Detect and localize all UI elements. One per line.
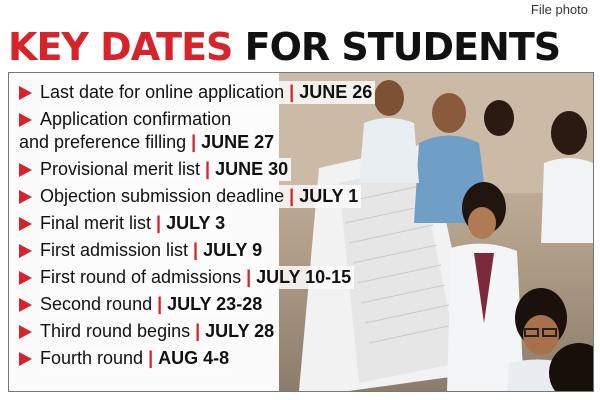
item-text: [40, 239, 265, 262]
item-label: Provisional merit list: [40, 159, 201, 179]
list-item: [19, 212, 375, 235]
item-label: Third round begins: [40, 321, 191, 341]
item-date: JULY 23-28: [167, 294, 263, 314]
headline-key-dates: KEY DATES: [8, 25, 233, 69]
separator: |: [289, 186, 295, 206]
list-item: [19, 266, 375, 289]
item-text: [40, 347, 232, 370]
key-dates-list: [19, 81, 375, 374]
arrow-icon: [19, 244, 32, 258]
item-date: JUNE 27: [201, 132, 275, 152]
list-item: [19, 108, 375, 154]
separator: |: [193, 240, 199, 260]
item-label: Last date for online application: [40, 82, 285, 102]
item-date: JUNE 30: [215, 159, 289, 179]
dates-panel: [8, 72, 594, 392]
item-text: [40, 185, 361, 208]
item-label: First round of admissions: [40, 267, 242, 287]
item-date: JULY 10-15: [256, 267, 352, 287]
separator: |: [157, 294, 163, 314]
item-label: Objection submission deadline: [40, 186, 285, 206]
item-date: AUG 4-8: [158, 348, 230, 368]
separator: |: [205, 159, 211, 179]
arrow-icon: [19, 298, 32, 312]
item-text: [40, 293, 265, 316]
list-item: [19, 347, 375, 370]
item-label: Fourth round: [40, 348, 144, 368]
item-date: JUNE 26: [299, 82, 373, 102]
file-photo-credit: File photo: [530, 2, 588, 17]
item-label: First admission list: [40, 240, 189, 260]
separator: |: [191, 132, 197, 152]
item-date: JULY 28: [205, 321, 275, 341]
separator: |: [246, 267, 252, 287]
arrow-icon: [19, 271, 32, 285]
item-label: Second round: [40, 294, 153, 314]
item-label-line1: Application confirmation: [40, 109, 232, 129]
arrow-icon: [19, 217, 32, 231]
arrow-icon: [19, 190, 32, 204]
item-date: JULY 3: [166, 213, 226, 233]
list-item: [19, 158, 375, 181]
arrow-icon: [19, 113, 32, 127]
arrow-icon: [19, 163, 32, 177]
item-label: Final merit list: [40, 213, 152, 233]
item-text: [40, 158, 291, 181]
list-item: [19, 185, 375, 208]
separator: |: [156, 213, 162, 233]
separator: |: [195, 321, 201, 341]
arrow-icon: [19, 86, 32, 100]
item-text: [40, 81, 375, 104]
list-item: [19, 81, 375, 104]
item-text: [19, 108, 277, 154]
separator: |: [148, 348, 154, 368]
item-line2: [19, 131, 274, 154]
headline-for-students: FOR STUDENTS: [244, 25, 561, 69]
arrow-icon: [19, 325, 32, 339]
list-item: [19, 320, 375, 343]
headline: [8, 24, 560, 70]
item-text: [40, 320, 277, 343]
item-date: JULY 1: [299, 186, 359, 206]
item-text: [40, 212, 228, 235]
arrow-icon: [19, 352, 32, 366]
item-date: JULY 9: [203, 240, 263, 260]
item-text: [40, 266, 354, 289]
list-item: [19, 239, 375, 262]
list-item: [19, 293, 375, 316]
item-label-line2: and preference filling: [19, 132, 187, 152]
separator: |: [289, 82, 295, 102]
